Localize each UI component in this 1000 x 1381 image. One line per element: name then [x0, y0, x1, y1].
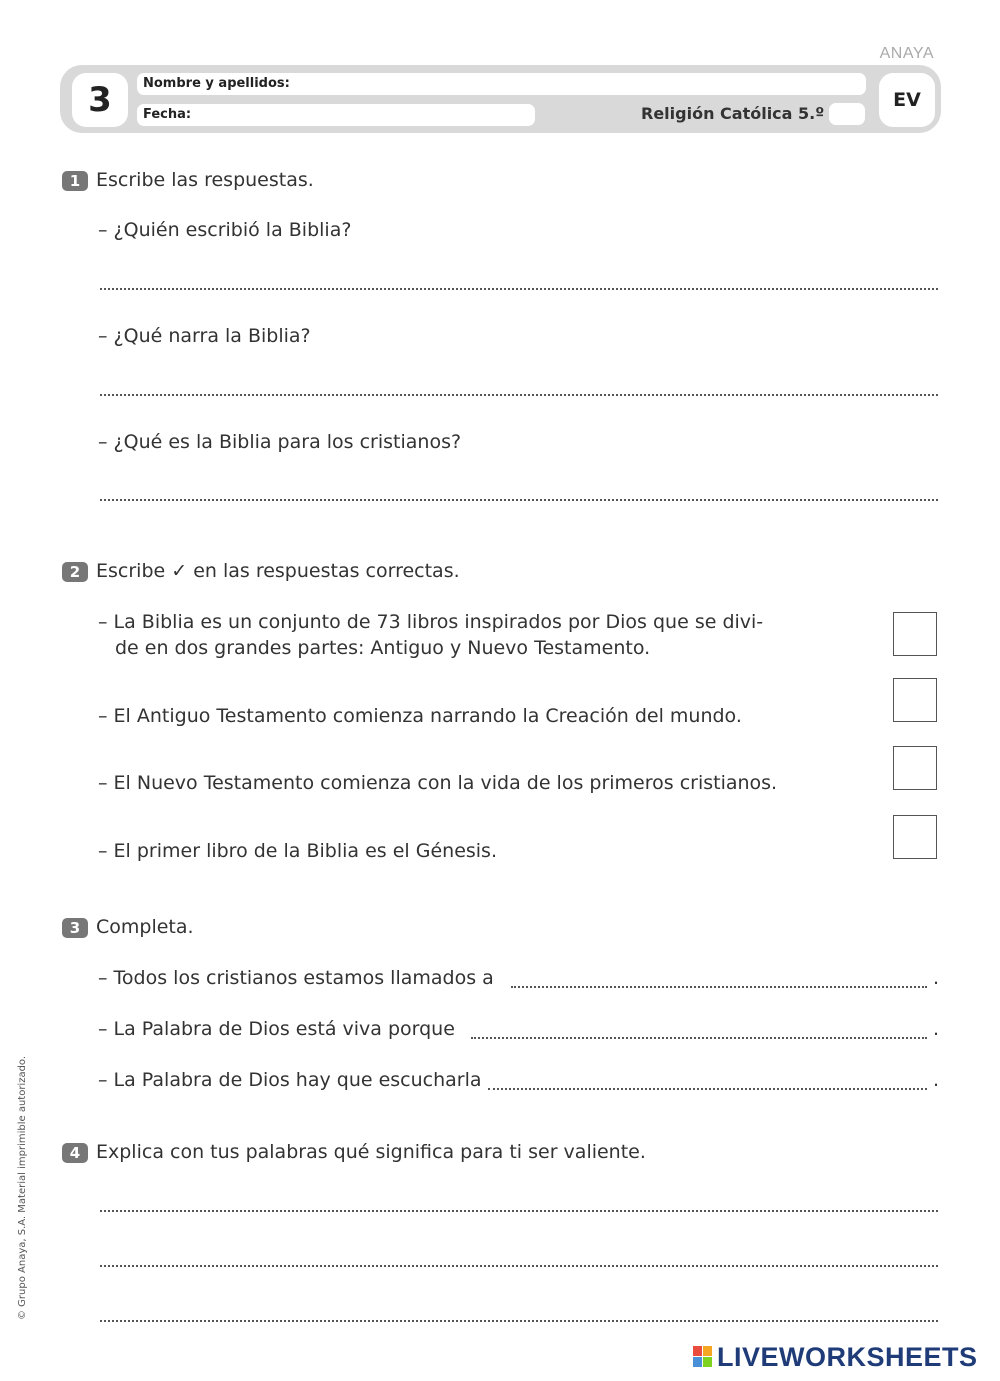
explain-line-3[interactable]	[100, 1320, 938, 1322]
complete-1-text: – Todos los cristianos estamos llamados a	[98, 967, 494, 989]
statement-3: – El Nuevo Testamento comienza con la vida de los primeros cristianos.	[98, 772, 778, 794]
complete-3-blank[interactable]	[488, 1088, 927, 1090]
answer-line-1[interactable]	[100, 288, 938, 290]
grade-box[interactable]	[829, 103, 865, 125]
checkbox-statement-4[interactable]	[893, 815, 937, 859]
statement-1-line-1: – La Biblia es un conjunto de 73 libros inspirados por Dios que se divi-	[98, 611, 764, 633]
name-label: Nombre y apellidos:	[143, 76, 290, 91]
complete-3-text: – La Palabra de Dios hay que escucharla	[98, 1069, 482, 1091]
section-1-title: Escribe las respuestas.	[96, 169, 314, 191]
statement-2: – El Antiguo Testamento comienza narrando la Creación del mundo.	[98, 705, 742, 727]
checkbox-statement-1[interactable]	[893, 612, 937, 656]
section-4-title: Explica con tus palabras qué significa para ti ser valiente.	[96, 1141, 646, 1163]
complete-2-text: – La Palabra de Dios está viva porque	[98, 1018, 455, 1040]
publisher-logo: ANAYA	[879, 45, 934, 62]
statement-4: – El primer libro de la Biblia es el Génesis.	[98, 840, 497, 862]
liveworksheets-logo: LIVEWORKSHEETS	[717, 1342, 978, 1372]
explain-line-2[interactable]	[100, 1265, 938, 1267]
section-3-title: Completa.	[96, 916, 194, 938]
complete-1-blank[interactable]	[511, 986, 927, 988]
checkbox-statement-3[interactable]	[893, 746, 937, 790]
checkbox-statement-2[interactable]	[893, 678, 937, 722]
answer-line-2[interactable]	[100, 394, 938, 396]
section-2-title: Escribe ✓ en las respuestas correctas.	[96, 560, 460, 582]
section-4-number: 4	[62, 1143, 88, 1163]
date-field[interactable]	[137, 104, 535, 126]
liveworksheets-icon	[693, 1346, 713, 1368]
section-1-number: 1	[62, 171, 88, 191]
date-label: Fecha:	[143, 107, 192, 122]
complete-2-period: .	[933, 1018, 940, 1040]
complete-1-period: .	[933, 967, 940, 989]
section-3-number: 3	[62, 918, 88, 938]
copyright-notice: © Grupo Anaya, S.A. Material imprimible autorizado.	[17, 1055, 28, 1320]
evaluation-code: EV	[879, 73, 935, 127]
name-field[interactable]	[137, 73, 866, 95]
unit-number: 3	[72, 73, 128, 127]
complete-3-period: .	[933, 1069, 940, 1091]
question-3: – ¿Qué es la Biblia para los cristianos?	[98, 431, 462, 453]
complete-2-blank[interactable]	[471, 1037, 927, 1039]
question-1: – ¿Quién escribió la Biblia?	[98, 219, 352, 241]
question-2: – ¿Qué narra la Biblia?	[98, 325, 311, 347]
subject-label: Religión Católica 5.º	[641, 104, 825, 123]
statement-1-line-2: de en dos grandes partes: Antiguo y Nuevo Testamento.	[115, 637, 651, 659]
answer-line-3[interactable]	[100, 499, 938, 501]
section-2-number: 2	[62, 562, 88, 582]
explain-line-1[interactable]	[100, 1210, 938, 1212]
